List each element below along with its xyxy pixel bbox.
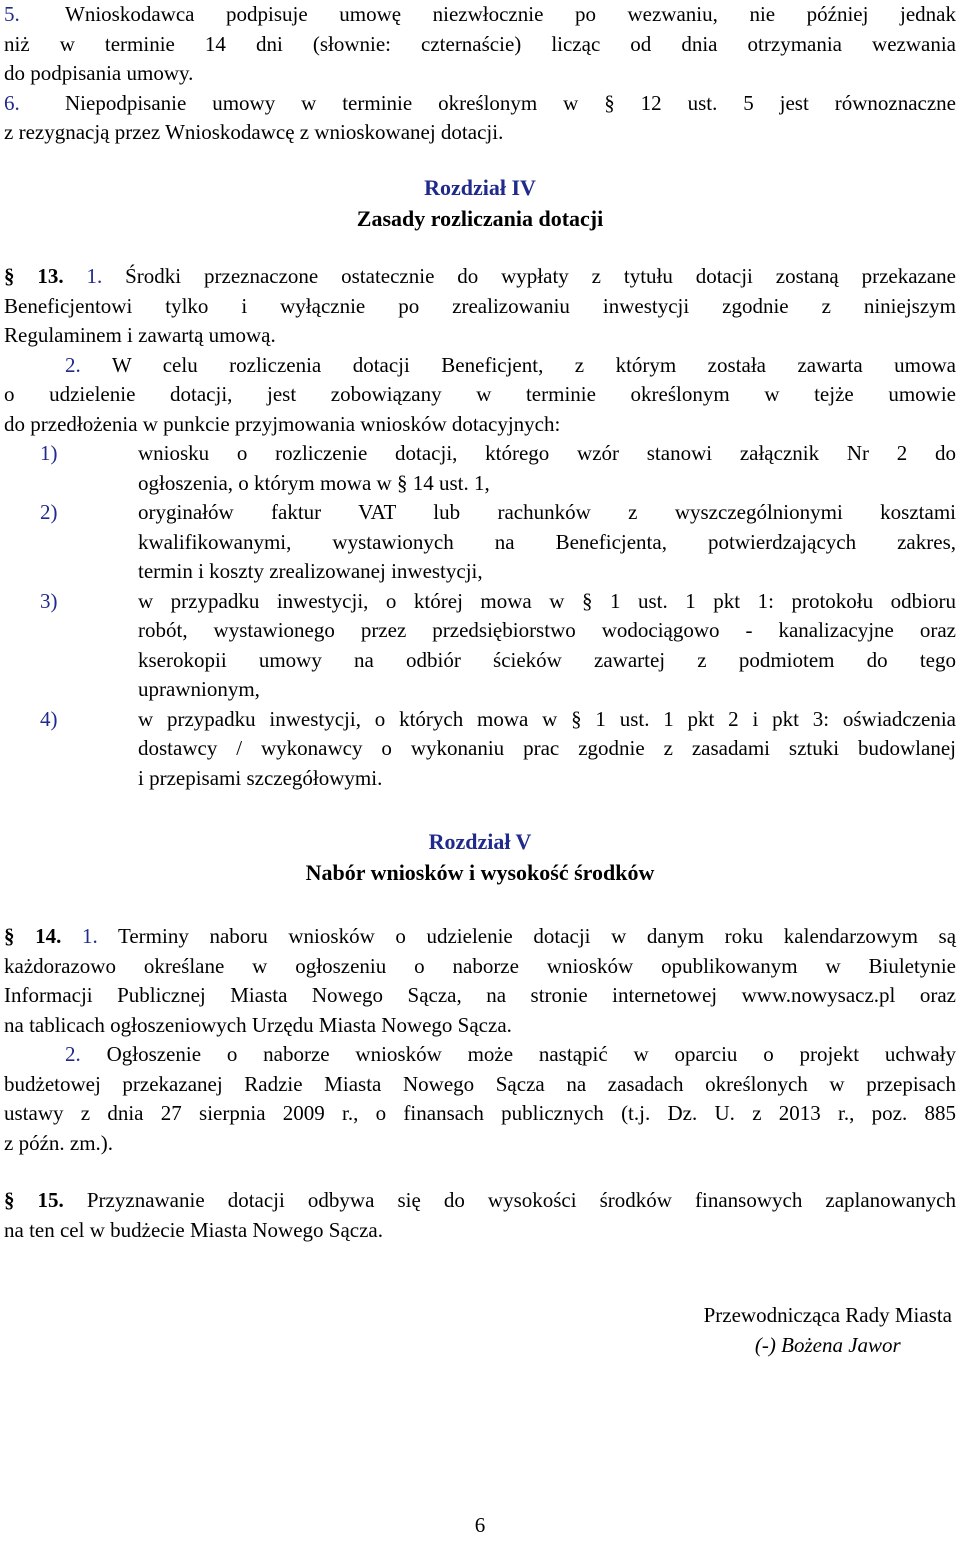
page-number: 6 [474,1513,486,1537]
paragraph-number: 2. [65,352,81,377]
chapter-5-heading [4,826,956,888]
section-14-line: ustawy z dnia 27 sierpnia 2009 r., o finansach publicznych (t.j. Dz. U. z 2013 r., poz. 885 [4,1101,956,1125]
list-item-line: wniosku o rozliczenie dotacji, którego wzór stanowi załącznik Nr 2 do [138,441,956,465]
section-13-line: Beneficjentowi tylko i wyłącznie po zrealizowaniu inwestycji zgodnie z niniejszym [4,293,956,318]
section-14-line: z późn. zm.). [4,1130,114,1155]
paragraph-text: Środki przeznaczone ostatecznie do wypłaty z tytułu dotacji zostaną przekazane [125,264,957,288]
section-15-line [4,1186,956,1216]
list-item-line: robót, wystawionego przez przedsiębiorstwo wodociągowo - kanalizacyjne oraz [138,618,956,642]
section-14 [4,922,956,1158]
list-item-line: ogłoszenia, o którym mowa w § 14 ust. 1, [138,470,490,495]
section-15-line: na ten cel w budżecie Miasta Nowego Sącza. [4,1217,384,1242]
chapter-subtitle: Zasady rozliczania dotacji [356,206,604,231]
paragraph-number: 5. [4,2,20,26]
section-14-line: budżetowej przekazanej Radzie Miasta Nowego Sącza na zasadach określonych w przepisach [4,1071,956,1096]
paragraph-5-line [4,0,956,30]
section-13-line [4,262,956,292]
list-item-line: termin i koszty zrealizowanej inwestycji, [138,559,483,583]
attachments-list [4,439,956,793]
section-14-line: każdorazowo określane w ogłoszeniu o naborze wniosków opublikowanym w Biuletynie [4,953,956,978]
chapter-title: Rozdział IV [424,175,536,200]
list-item-line: oryginałów faktur VAT lub rachunków z wyszczególnionymi kosztami [138,500,956,524]
list-item-line: uprawnionym, [138,677,260,701]
intro-block [4,0,956,148]
paragraph-text: Przyznawanie dotacji odbywa się do wysokości środków finansowych zaplanowanych [86,1188,956,1212]
list-item-number: 4) [40,706,58,731]
signature-role: Przewodnicząca Rady Miasta [703,1303,952,1327]
list-item-line: dostawcy / wykonawcy o wykonaniu prac zgodnie z zasadami sztuki budowlanej [138,736,956,760]
list-item-line: kserokopii umowy na odbiór ścieków zawartej z podmiotem do tego [138,647,956,672]
list-item-number: 3) [40,588,58,613]
paragraph-number: 1. [82,924,98,948]
chapter-title: Rozdział V [428,829,532,854]
list-item-line: i przepisami szczegółowymi. [138,765,383,790]
paragraph-text: W celu rozliczenia dotacji Beneficjent, z którym została zawarta umowa [111,352,956,377]
section-15 [4,1186,956,1245]
list-item-number: 1) [40,441,58,465]
section-14-line: na tablicach ogłoszeniowych Urzędu Miasta Nowego Sącza. [4,1012,512,1037]
paragraph-5-line: do podpisania umowy. [4,61,194,85]
paragraph-text: Ogłoszenie o naborze wniosków może nastąpić w oparciu o projekt uchwały [106,1042,956,1066]
paragraph-6-line: z rezygnacją przez Wnioskodawcę z wnioskowanej dotacji. [4,120,504,144]
list-item [4,439,956,498]
list-item [4,498,956,587]
list-item-number: 2) [40,500,58,524]
list-item-line: kwalifikowanymi, wystawionych na Beneficjenta, potwierdzających zakres, [138,529,956,554]
list-item-line: w przypadku inwestycji, o których mowa w § 1 ust. 1 pkt 2 i pkt 3: oświadczenia [138,706,956,731]
section-13 [4,262,956,793]
paragraph-text: Niepodpisanie umowy w terminie określonym w § 12 ust. 5 jest równoznaczne [65,90,956,115]
paragraph-text: Terminy naboru wniosków o udzielenie dotacji w danym roku kalendarzowym są [118,924,957,948]
paragraph-number: 1. [86,264,103,288]
section-mark: § 13. [4,264,64,288]
paragraph-number: 6. [4,90,20,115]
paragraph-number: 2. [65,1042,81,1066]
chapter-4-heading [4,172,956,234]
list-item [4,705,956,794]
section-14-line: Informacji Publicznej Miasta Nowego Sącza, na stronie internetowej www.nowysacz.pl oraz [4,983,956,1007]
section-14-line [4,1040,956,1070]
section-13-line: o udzielenie dotacji, jest zobowiązany w terminie określonym w tejże umowie [4,382,956,406]
section-13-line: Regulaminem i zawartą umową. [4,323,276,347]
list-item-line: w przypadku inwestycji, o której mowa w § 1 ust. 1 pkt 1: protokołu odbioru [138,588,956,613]
section-mark: § 14. [4,924,62,948]
section-14-line [4,922,956,952]
signature-block [704,1301,952,1360]
section-13-line [4,351,956,381]
list-item [4,587,956,705]
paragraph-5-line: niż w terminie 14 dni (słownie: czternaście) licząc od dnia otrzymania wezwania [4,31,956,56]
section-mark: § 15. [4,1188,64,1212]
chapter-subtitle: Nabór wniosków i wysokość środków [305,860,655,885]
signature-name: (-) Bożena Jawor [754,1332,901,1357]
section-13-line: do przedłożenia w punkcie przyjmowania wniosków dotacyjnych: [4,411,561,436]
paragraph-6-line [4,89,956,119]
paragraph-text: Wnioskodawca podpisuje umowę niezwłocznie po wezwaniu, nie później jednak [65,2,956,26]
